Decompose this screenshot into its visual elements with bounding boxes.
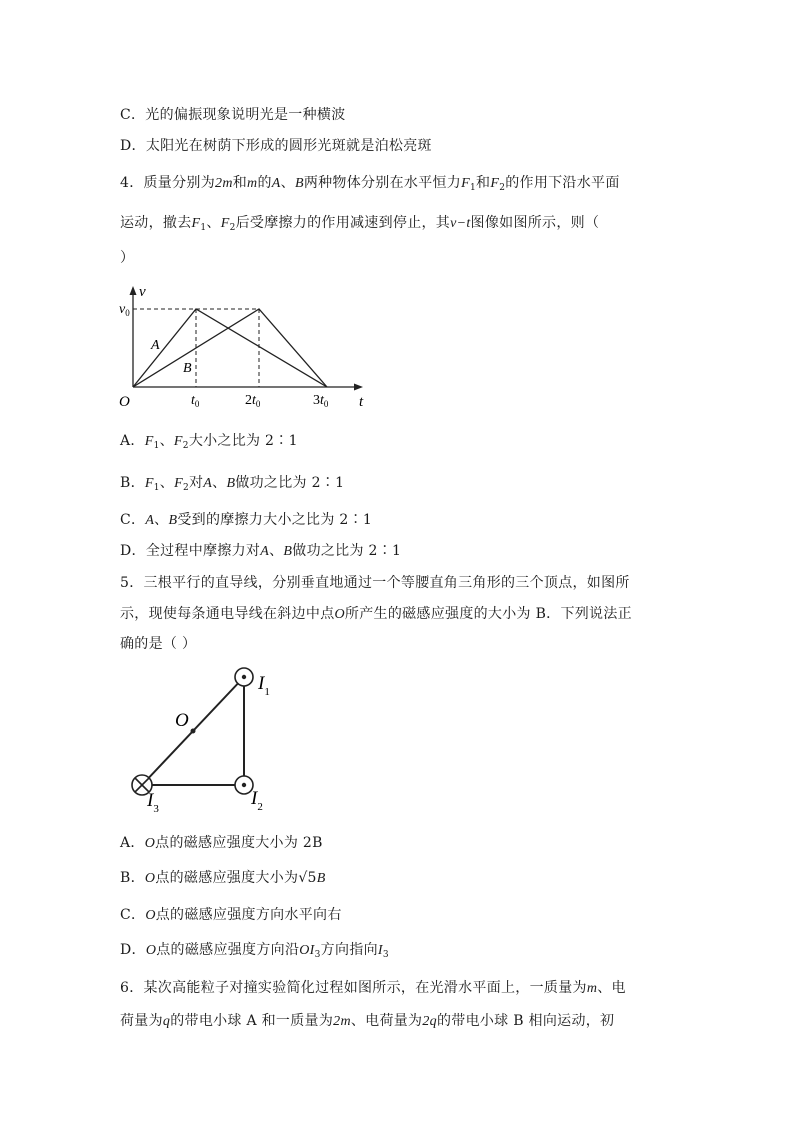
q6-stem-line1: 6．某次高能粒子对撞实验简化过程如图所示，在光滑水平面上，一质量为m、电 [120,980,626,996]
t3-label: $3t_0$ [313,393,329,409]
origin-label: O [119,394,130,410]
wire-i1-out-icon [235,668,253,686]
q5-option-b: B．O点的磁感应强度大小为√5B [120,870,326,886]
q4-stem-line2: 运动，撤去$F_1$、$F_2$后受摩擦力的作用减速到停止，其v−t图像如图所示，则（ [120,215,600,233]
v-axis-label: v [139,284,146,300]
i3-label: $I_3$ [147,790,159,812]
q5-stem-line2: 示，现使每条通电导线在斜边中点O所产生的磁感应强度的大小为 B．下列说法正 [120,606,632,622]
v0-label: $v_0$ [119,302,130,318]
q5-option-c: C．O点的磁感应强度方向水平向右 [120,907,342,923]
line-a [133,309,327,387]
wire-triangle-figure [125,662,285,812]
point-o-label: O [175,710,189,731]
q4-option-d: D．全过程中摩擦力对A、B做功之比为 2∶1 [120,543,402,559]
t-axis-arrow [354,384,363,391]
q4-stem-line1: 4．质量分别为2m和m的A、B两种物体分别在水平恒力$F_1$和$F_2$的作用下沿水平面 [120,175,620,193]
t2-label: $2t_0$ [245,393,261,409]
midpoint-o-dot [191,729,196,734]
q5-stem-line3: 确的是（ ） [120,636,197,652]
t-axis-label: t [359,394,364,410]
q4-option-a: A．$F_1$、$F_2$大小之比为 2∶1 [120,433,298,451]
v-axis-arrow [130,286,137,295]
q3-option-d: D．太阳光在树荫下形成的圆形光斑就是泊松亮斑 [120,138,432,154]
line-b [133,309,327,387]
q6-stem-line2: 荷量为q的带电小球 A 和一质量为2m、电荷量为2q的带电小球 B 相向运动，初 [120,1013,615,1029]
q4-stem-line3: ） [120,250,135,266]
i1-label: $I_1$ [258,673,270,698]
t0-label: $t_0$ [191,393,200,409]
b-label: B [183,361,192,376]
q5-option-d: D．O点的磁感应强度方向沿$OI_3$方向指向$I_3$ [120,942,389,960]
q5-stem-line1: 5．三根平行的直导线，分别垂直地通过一个等腰直角三角形的三个顶点，如图所 [120,575,630,591]
q4-option-b: B．$F_1$、$F_2$对A、B做功之比为 2∶1 [120,475,345,493]
q3-option-c: C．光的偏振现象说明光是一种横波 [120,107,346,123]
a-label: A [151,338,160,353]
i2-label: $I_2$ [251,788,263,812]
vt-graph [115,282,375,412]
q5-option-a: A．O点的磁感应强度大小为 2B [120,835,323,851]
q4-option-c: C．A、B受到的摩擦力大小之比为 2∶1 [120,512,373,528]
